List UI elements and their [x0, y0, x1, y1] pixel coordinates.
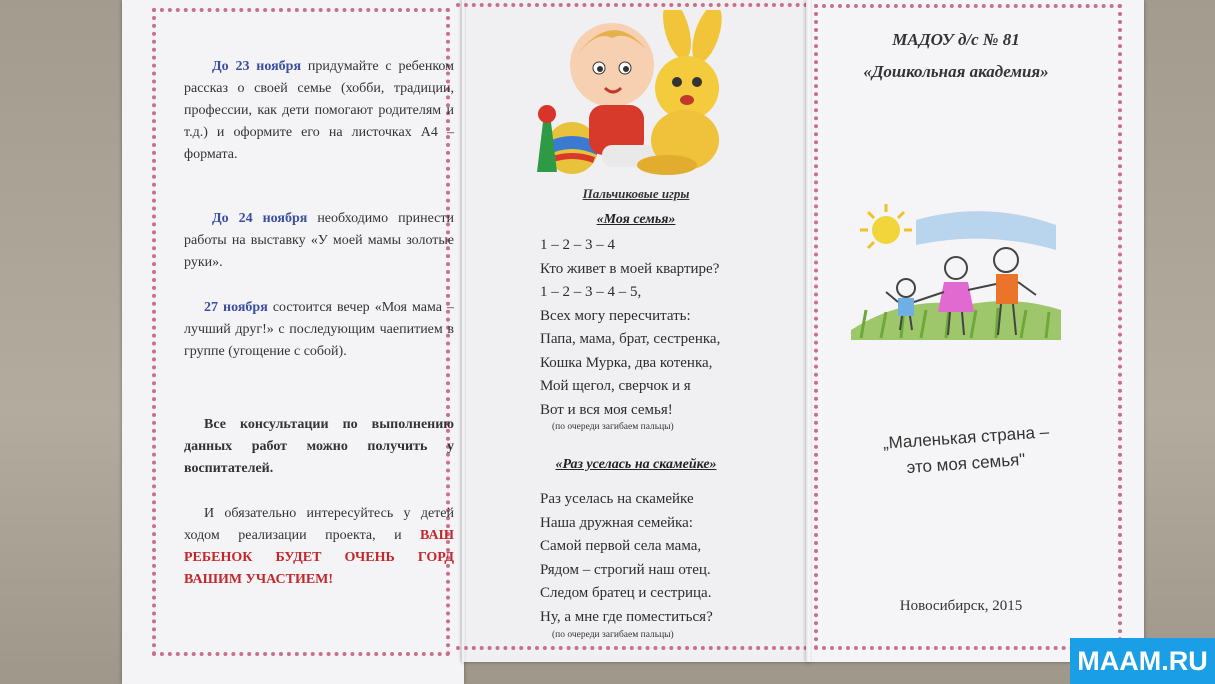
brochure-panel-middle — [462, 0, 810, 662]
poem-line: Кошка Мурка, два котенка, — [540, 354, 713, 371]
fold-crease-2 — [806, 0, 812, 662]
poem-line: Самой первой села мама, — [540, 538, 702, 554]
decorative-border-bottom — [456, 646, 808, 650]
poem-line: Всех могу пересчитать: — [540, 307, 691, 324]
org-subtitle: «Дошкольная академия» — [863, 62, 1049, 81]
sun-icon — [872, 216, 900, 244]
poem-line: Рядом – строгий наш отец. — [540, 561, 711, 578]
game2-poem — [540, 488, 800, 629]
poem-line: Вот и вся моя семья! — [540, 401, 673, 418]
paragraph-consult: Все консультации по выполнению данных работ можно получить у воспитателей. — [184, 417, 454, 476]
poem-line: Следом братец и сестрица. — [540, 585, 712, 601]
poem-line: 1 – 2 – 3 – 4 — [540, 237, 615, 253]
game2-title: «Раз уселась на скамейке» — [555, 457, 717, 472]
footer-city-year: Новосибирск, 2015 — [899, 598, 1023, 614]
date-nov27: 27 ноября — [204, 300, 268, 315]
brochure-panel-left — [122, 0, 464, 684]
decorative-border-top — [456, 3, 808, 7]
paragraph-nov24: До 24 ноября необходимо принести работы на выставку «У моей мамы золотые руки». — [184, 211, 454, 270]
fold-crease-1 — [460, 0, 466, 662]
poem-line: Раз уселась на скамейке — [540, 491, 694, 507]
section-title: Пальчиковые игры — [582, 186, 690, 201]
child-and-bunny-illustration — [517, 10, 737, 178]
game1-title: «Моя семья» — [596, 212, 676, 227]
date-nov23: До 23 ноября — [212, 59, 302, 74]
paragraph-final: И обязательно интересуйтесь у детей ходом реализации проекта, и ВАШ РЕБЕНОК БУДЕТ ОЧЕНЬ ГОРД ВАШИМ УЧАСТИЕМ! — [184, 506, 454, 587]
org-name: МАДОУ д/с № 81 — [892, 30, 1020, 49]
slogan-line-2: это моя семья" — [905, 449, 1026, 478]
brochure-panel-right — [806, 0, 1144, 662]
paragraph-nov27: 27 ноября состоится вечер «Моя мама – лучший друг!» с последующим чаепитием в группе (угощение с собой). — [184, 300, 455, 359]
poem-line: Ну, а мне где поместиться? — [540, 608, 713, 625]
poem-line: Мой щегол, сверчок и я — [540, 378, 691, 394]
paragraph-nov23: До 23 ноября придумайте с ребенком рассказ о своей семье (хобби, традиции, профессии, как дети помогают родителям и т.д.) и оформите его на листочках А4 – формата. — [184, 59, 454, 162]
game2-note: (по очереди загибаем пальцы) — [552, 630, 674, 640]
red-highlight: ВАШ РЕБЕНОК БУДЕТ ОЧЕНЬ ГОРД ВАШИМ УЧАСТИЕМ! — [184, 528, 454, 587]
date-nov24: До 24 ноября — [212, 211, 308, 226]
family-drawing-illustration — [846, 200, 1066, 350]
game1-poem — [540, 234, 800, 422]
slogan-line-1: „Маленькая страна – — [882, 422, 1050, 453]
watermark-logo: MAAM.RU — [1070, 638, 1215, 684]
poem-line: Кто живет в моей квартире? — [540, 260, 720, 277]
poem-line: Папа, мама, брат, сестренка, — [540, 331, 721, 347]
game1-note: (по очереди загибаем пальцы) — [552, 422, 674, 432]
poem-line: 1 – 2 – 3 – 4 – 5, — [540, 284, 642, 300]
poem-line: Наша дружная семейка: — [540, 514, 693, 531]
